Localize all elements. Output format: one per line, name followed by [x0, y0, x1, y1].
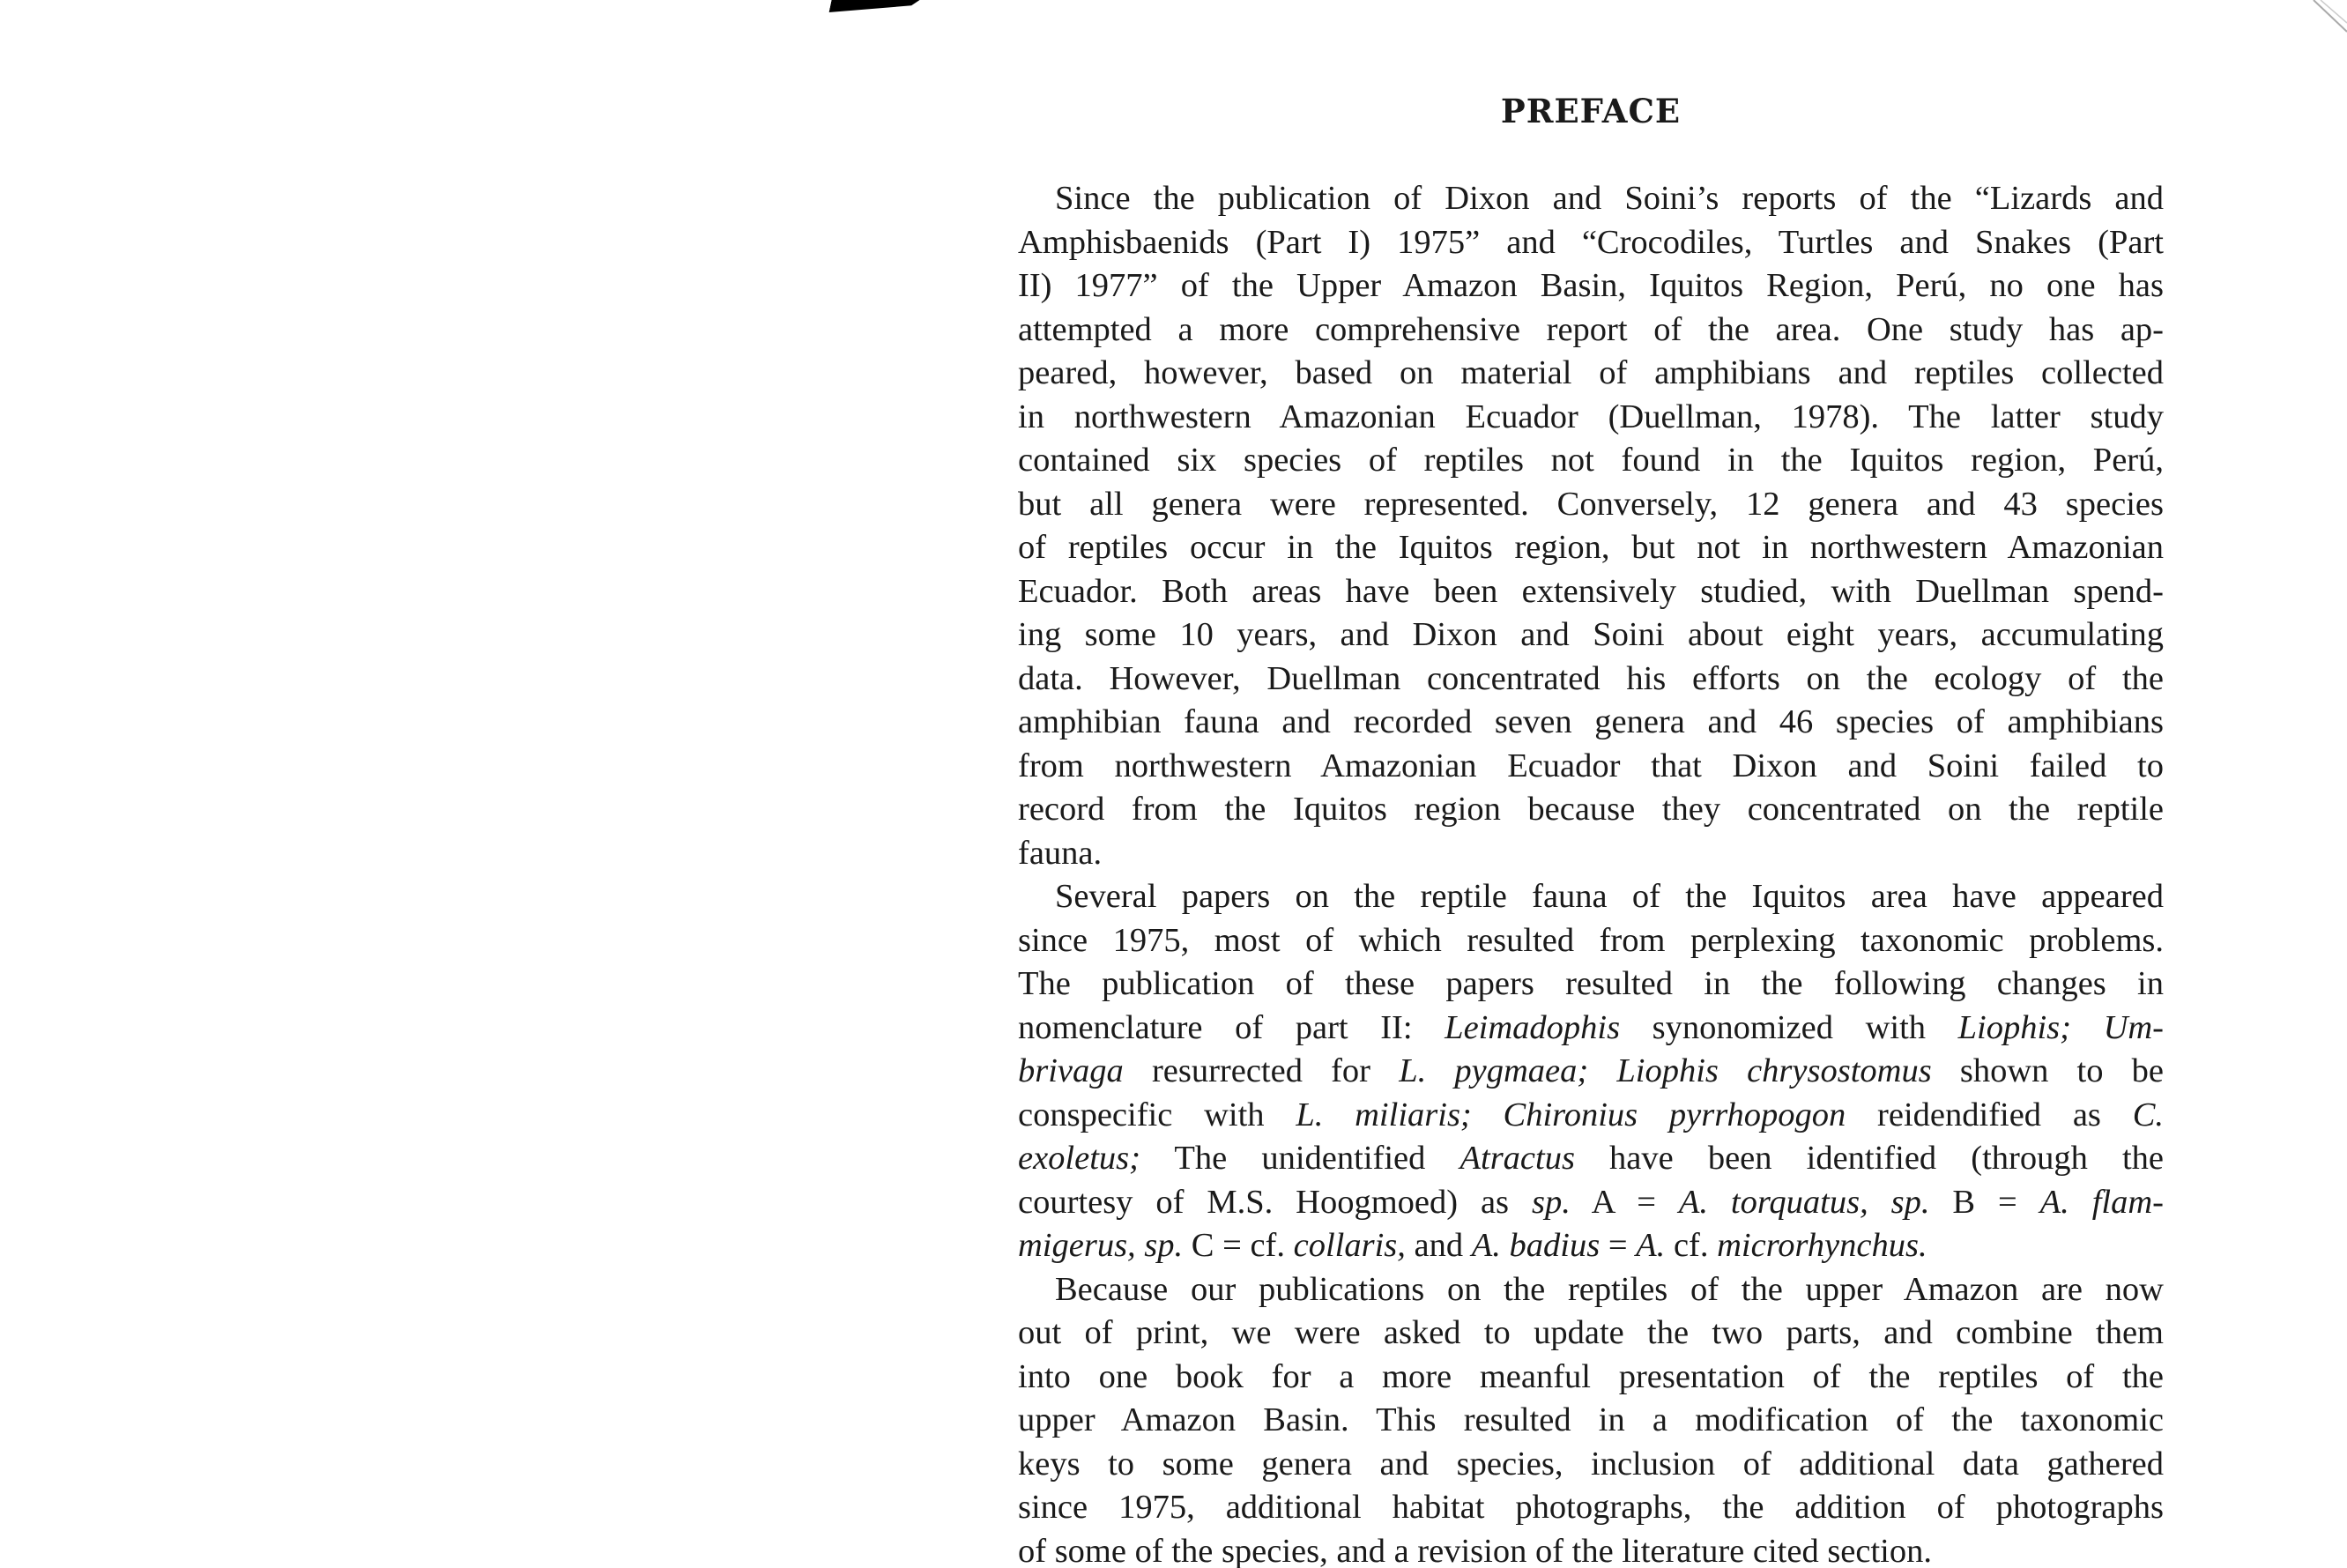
italic-taxon-text: C.	[2132, 1096, 2164, 1133]
page-title: PREFACE	[1500, 92, 1682, 130]
text-line: Ecuador. Both areas have been extensively studied, with Duellman spend-	[1018, 572, 2164, 610]
text-line: attempted a more comprehensive report of the area. One study has ap-	[1018, 310, 2164, 348]
text-line: in northwestern Amazonian Ecuador (Duellman, 1978). The latter study	[1018, 398, 2164, 435]
italic-taxon-text: Leimadophis	[1445, 1008, 1621, 1046]
italic-taxon-text: Atractus	[1459, 1140, 1575, 1177]
italic-taxon-text: microrhynchus.	[1717, 1227, 1927, 1264]
text-segment: A =	[1570, 1183, 1679, 1221]
text-segment: since 1975, most of which resulted from perplexing taxonomic problems.	[1018, 921, 2164, 959]
italic-taxon-text: A. badius	[1471, 1227, 1601, 1264]
text-segment: cf.	[1665, 1227, 1718, 1264]
text-segment: shown to be	[1931, 1052, 2164, 1089]
text-segment: The publication of these papers resulted in the following changes in	[1018, 965, 2164, 1002]
text-segment: resurrected for	[1123, 1052, 1400, 1089]
text-line: Amphisbaenids (Part I) 1975” and “Crocodiles, Turtles and Snakes (Part	[1018, 223, 2164, 261]
corner-scan-mark	[2312, 0, 2347, 35]
text-segment: courtesy of M.S. Hoogmoed) as	[1018, 1183, 1532, 1221]
italic-taxon-text: A.	[1636, 1227, 1666, 1264]
text-segment: nomenclature of part II:	[1018, 1008, 1445, 1046]
italic-taxon-text: exoletus;	[1018, 1140, 1140, 1177]
text-line: into one book for a more meanful presentation of the reptiles of the	[1018, 1357, 2164, 1395]
text-segment: Several papers on the reptile fauna of the Iquitos area have appeared	[1055, 878, 2164, 915]
text-line: out of print, we were asked to update the two parts, and combine them	[1018, 1314, 2164, 1351]
text-segment: synonomized with	[1620, 1008, 1958, 1046]
text-line	[1018, 875, 2164, 919]
text-line: data. However, Duellman concentrated his efforts on the ecology of the	[1018, 659, 2164, 697]
text-segment: conspecific with	[1018, 1096, 1296, 1133]
paragraph	[1018, 1268, 2164, 1568]
text-line: upper Amazon Basin. This resulted in a modification of the taxonomic	[1018, 1401, 2164, 1438]
text-line	[1018, 919, 2164, 963]
text-line: keys to some genera and species, inclusion of additional data gathered	[1018, 1445, 2164, 1483]
text-line: but all genera were represented. Conversely, 12 genera and 43 species	[1018, 485, 2164, 523]
text-line: Since the publication of Dixon and Soini’s reports of the “Lizards and	[1055, 180, 2164, 217]
italic-taxon-text: collaris,	[1293, 1227, 1406, 1264]
text-segment: and	[1405, 1227, 1472, 1264]
scan-edge-mark	[829, 0, 920, 12]
italic-taxon-text: sp.	[1531, 1183, 1571, 1221]
text-line: fauna.	[1018, 834, 1103, 872]
italic-taxon-text: Liophis; Um-	[1957, 1008, 2164, 1046]
text-segment: B =	[1929, 1183, 2040, 1221]
text-segment: The unidentified	[1140, 1140, 1460, 1177]
italic-taxon-text: L. pygmaea; Liophis chrysostomus	[1399, 1052, 1932, 1089]
text-segment: have been identified (through the	[1574, 1140, 2164, 1177]
text-line: peared, however, based on material of amphibians and reptiles collected	[1018, 354, 2164, 391]
text-line: Because our publications on the reptiles of the upper Amazon are now	[1055, 1270, 2164, 1308]
paragraph	[1018, 875, 2164, 1268]
text-line	[1018, 962, 2164, 1007]
text-line	[1018, 1224, 2164, 1268]
text-line	[1018, 1181, 2164, 1225]
text-line: contained six species of reptiles not found in the Iquitos region, Perú,	[1018, 442, 2164, 479]
paragraph	[1018, 177, 2164, 875]
italic-taxon-text: brivaga	[1018, 1052, 1124, 1089]
text-line: amphibian fauna and recorded seven genera and 46 species of amphibians	[1018, 703, 2164, 740]
text-line: ing some 10 years, and Dixon and Soini about eight years, accumulating	[1018, 616, 2164, 653]
text-line: record from the Iquitos region because they concentrated on the reptile	[1018, 791, 2164, 828]
text-line: from northwestern Amazonian Ecuador that Dixon and Soini failed to	[1018, 747, 2164, 784]
text-line: of some of the species, and a revision of the literature cited section.	[1018, 1532, 1932, 1568]
italic-taxon-text: A. torquatus, sp.	[1678, 1183, 1930, 1221]
text-segment: reidendified as	[1846, 1096, 2133, 1133]
italic-taxon-text: A. flam-	[2039, 1183, 2164, 1221]
text-line: of reptiles occur in the Iquitos region, but not in northwestern Amazonian	[1018, 529, 2164, 566]
text-line	[1018, 1094, 2164, 1138]
preface-body	[1018, 177, 2164, 1568]
text-segment: =	[1600, 1227, 1637, 1264]
text-segment: C = cf.	[1183, 1227, 1294, 1264]
text-line	[1018, 1050, 2164, 1094]
text-line: since 1975, additional habitat photographs, the addition of photographs	[1018, 1489, 2164, 1526]
text-line	[1018, 1137, 2164, 1181]
text-line	[1018, 1007, 2164, 1051]
italic-taxon-text: L. miliaris; Chironius pyrrhopogon	[1296, 1096, 1846, 1133]
text-line: II) 1977” of the Upper Amazon Basin, Iquitos Region, Perú, no one has	[1018, 267, 2164, 304]
italic-taxon-text: migerus, sp.	[1018, 1227, 1184, 1264]
